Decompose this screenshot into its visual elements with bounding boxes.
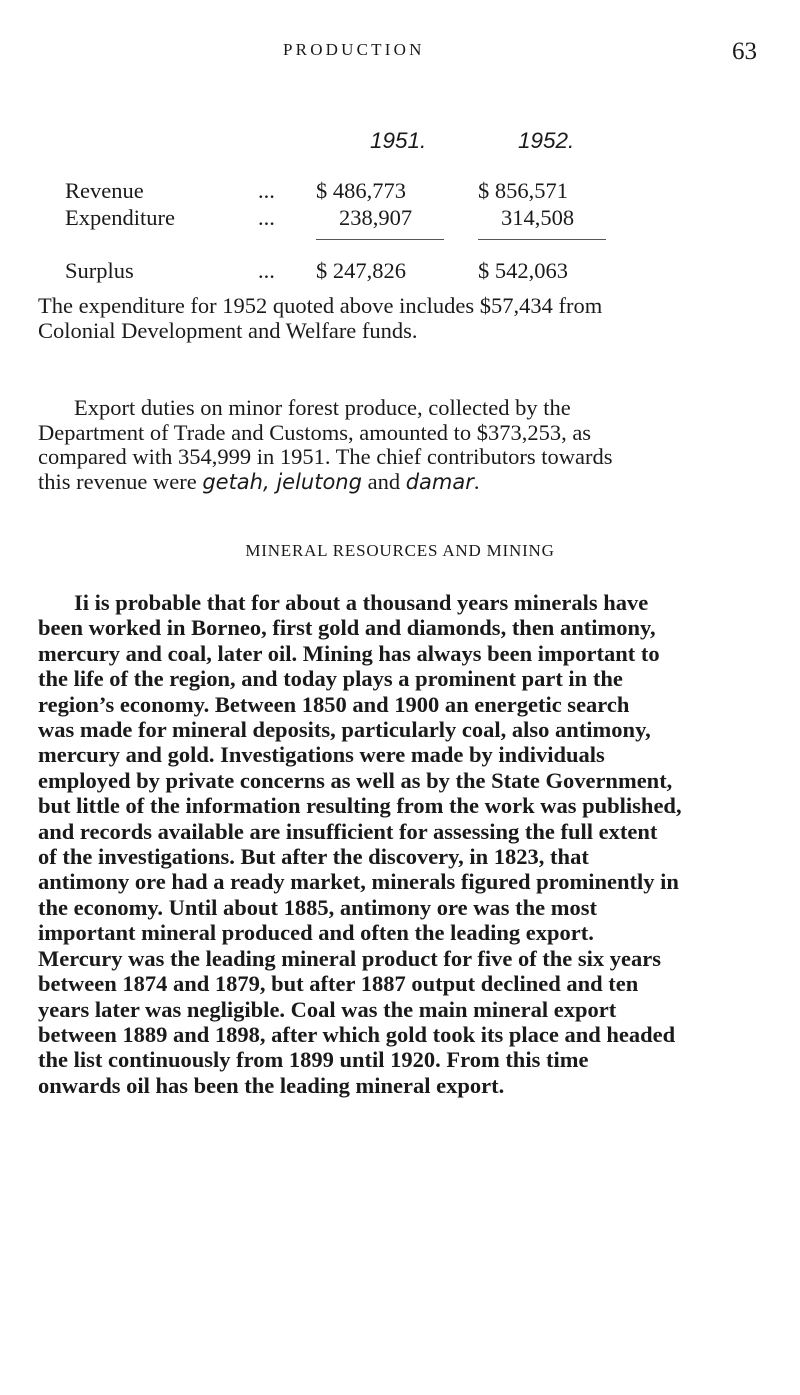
text-line: between 1889 and 1898, after which gold took its place and headed [38,1021,676,1047]
page-number: 63 [732,38,757,65]
text-line: the list continuously from 1899 until 1920. From this time [38,1047,589,1073]
text-line: Mercury was the leading mineral product for five of the six years [38,945,662,971]
text-run: this revenue were [38,469,203,495]
text-line: years later was negligible. Coal was the main mineral export [38,996,617,1022]
row-label-revenue: Revenue [65,178,144,203]
text-line: but little of the information resulting from the work was published, [38,793,682,819]
year-header-1952: 1952. [518,128,575,153]
expenditure-1951: 238,907 [339,205,413,230]
finance-table [0,0,800,290]
sum-rule-1951 [316,239,444,240]
text-line: onwards oil has been the leading mineral export. [38,1072,505,1098]
text-line: of the investigations. But after the discovery, in 1823, that [38,844,589,870]
text-line [38,470,764,495]
text-run: . [473,469,480,495]
text-line: was made for mineral deposits, particularly coal, also antimony, [38,717,651,743]
text-line: the economy. Until about 1885, antimony ore was the most [38,894,597,920]
text-line: Export duties on minor forest produce, collected by the [74,395,571,420]
row-leader: ... [258,178,275,203]
year-header-1951: 1951. [370,128,427,153]
surplus-1951: $ 247,826 [316,258,406,283]
expenditure-1952: 314,508 [501,205,575,230]
revenue-1952: $ 856,571 [478,178,568,203]
text-line: compared with 354,999 in 1951. The chief contributors towards [38,444,613,470]
text-line: and records available are insufficient for assessing the full extent [38,818,658,844]
row-label-surplus: Surplus [65,258,134,283]
text-line: been worked in Borneo, first gold and diamonds, then antimony, [38,615,656,641]
section-heading: MINERAL RESOURCES AND MINING [245,541,555,560]
text-line: mercury and coal, later oil. Mining has always been important to [38,640,660,666]
surplus-1952: $ 542,063 [478,258,568,283]
text-line: the life of the region, and today plays a prominent part in the [38,666,623,692]
text-line: important mineral produced and often the leading export. [38,920,594,946]
sum-rule-1952 [478,239,606,240]
italic-term: getah, jelutong [202,470,362,495]
mining-paragraph [38,590,764,1098]
italic-term: damar [405,470,474,495]
row-leader: ... [258,205,275,230]
text-run: and [361,469,406,495]
row-leader: ... [258,258,275,283]
text-line: between 1874 and 1879, but after 1887 output declined and ten [38,971,639,997]
text-line: region’s economy. Between 1850 and 1900 an energetic search [38,691,630,717]
text-line: Ii is probable that for about a thousand years minerals have [74,590,649,615]
expenditure-note [38,294,764,343]
running-head: PRODUCTION [283,40,425,59]
text-line: Department of Trade and Customs, amounted to $373,253, as [38,419,592,445]
row-label-expenditure: Expenditure [65,205,175,230]
text-line: antimony ore had a ready market, minerals figured prominently in [38,869,679,895]
text-line: employed by private concerns as well as by the State Government, [38,767,673,793]
export-duties-paragraph [38,396,764,495]
text-line: Colonial Development and Welfare funds. [38,317,418,343]
text-line: The expenditure for 1952 quoted above includes $57,434 from [38,293,603,318]
revenue-1951: $ 486,773 [316,178,406,203]
text-line: mercury and gold. Investigations were made by individuals [38,742,605,768]
